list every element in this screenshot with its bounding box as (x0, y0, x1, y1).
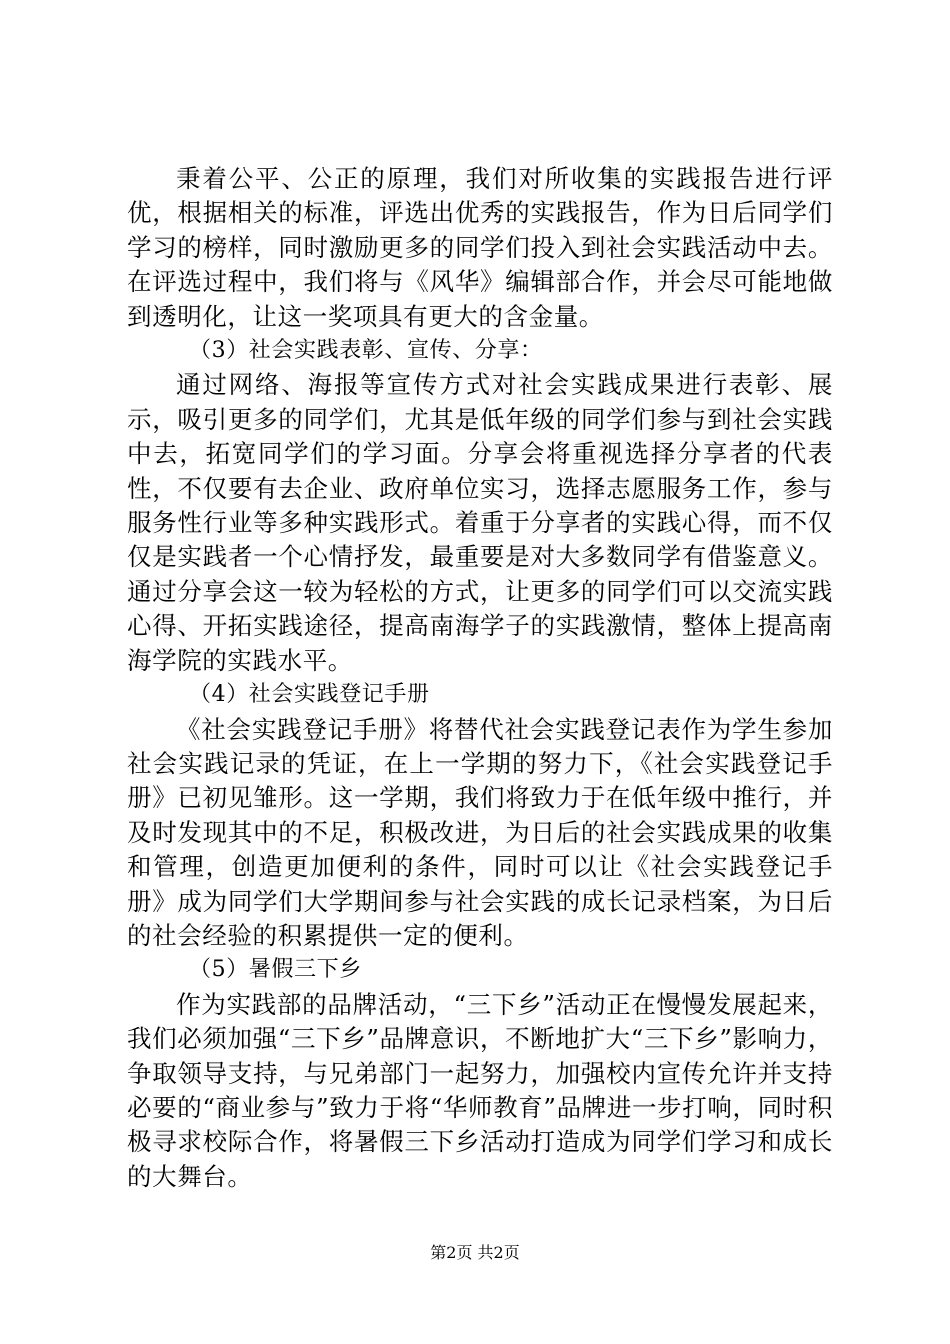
document-body (127, 162, 833, 1194)
section-heading-4: （4）社会实践登记手册 (189, 682, 430, 708)
page-number-footer: 第2页 共2页 (430, 1243, 520, 1262)
paragraph-handbook: 《社会实践登记手册》将替代社会实践登记表作为学生参加社会实践记录的凭证，在上一学期的努力下，《社会实践登记手册》已初见雏形。这一学期，我们将致力于在低年级中推行，并及时发现其中的不足，积极改进，为日后的社会实践成果的收集和管理，创造更加便利的条件，同时可以让《社会实践登记手册》成为同学们大学期间参与社会实践的成长记录档案，为日后的社会经验的积累提供一定的便利。 (127, 714, 833, 950)
section-heading-3: （3）社会实践表彰、宣传、分享： (189, 338, 543, 364)
paragraph-summer-activity: 作为实践部的品牌活动，“三下乡”活动正在慢慢发展起来，我们必须加强“三下乡”品牌意识，不断地扩大“三下乡”影响力，争取领导支持，与兄弟部门一起努力，加强校内宣传允许并支持必要的“商业参与”致力于将“华师教育”品牌进一步打响，同时积极寻求校际合作，将暑假三下乡活动打造成为同学们学习和成长的大舞台。 (127, 989, 833, 1191)
section-heading-5: （5）暑假三下乡 (189, 957, 362, 983)
paragraph-commendation: 通过网络、海报等宣传方式对社会实践成果进行表彰、展示，吸引更多的同学们，尤其是低年级的同学们参与到社会实践中去，拓宽同学们的学习面。分享会将重视选择分享者的代表性，不仅要有去企业、政府单位实习，选择志愿服务工作，参与服务性行业等多种实践形式。着重于分享者的实践心得，而不仅仅是实践者一个心情抒发，最重要是对大多数同学有借鉴意义。通过分享会这一较为轻松的方式，让更多的同学们可以交流实践心得、开拓实践途径，提高南海学子的实践激情，整体上提高南海学院的实践水平。 (127, 370, 833, 675)
paragraph-evaluation: 秉着公平、公正的原理，我们对所收集的实践报告进行评优，根据相关的标准，评选出优秀的实践报告，作为日后同学们学习的榜样，同时激励更多的同学们投入到社会实践活动中去。在评选过程中，我们将与《风华》编辑部合作，并会尽可能地做到透明化，让这一奖项具有更大的含金量。 (127, 164, 833, 331)
